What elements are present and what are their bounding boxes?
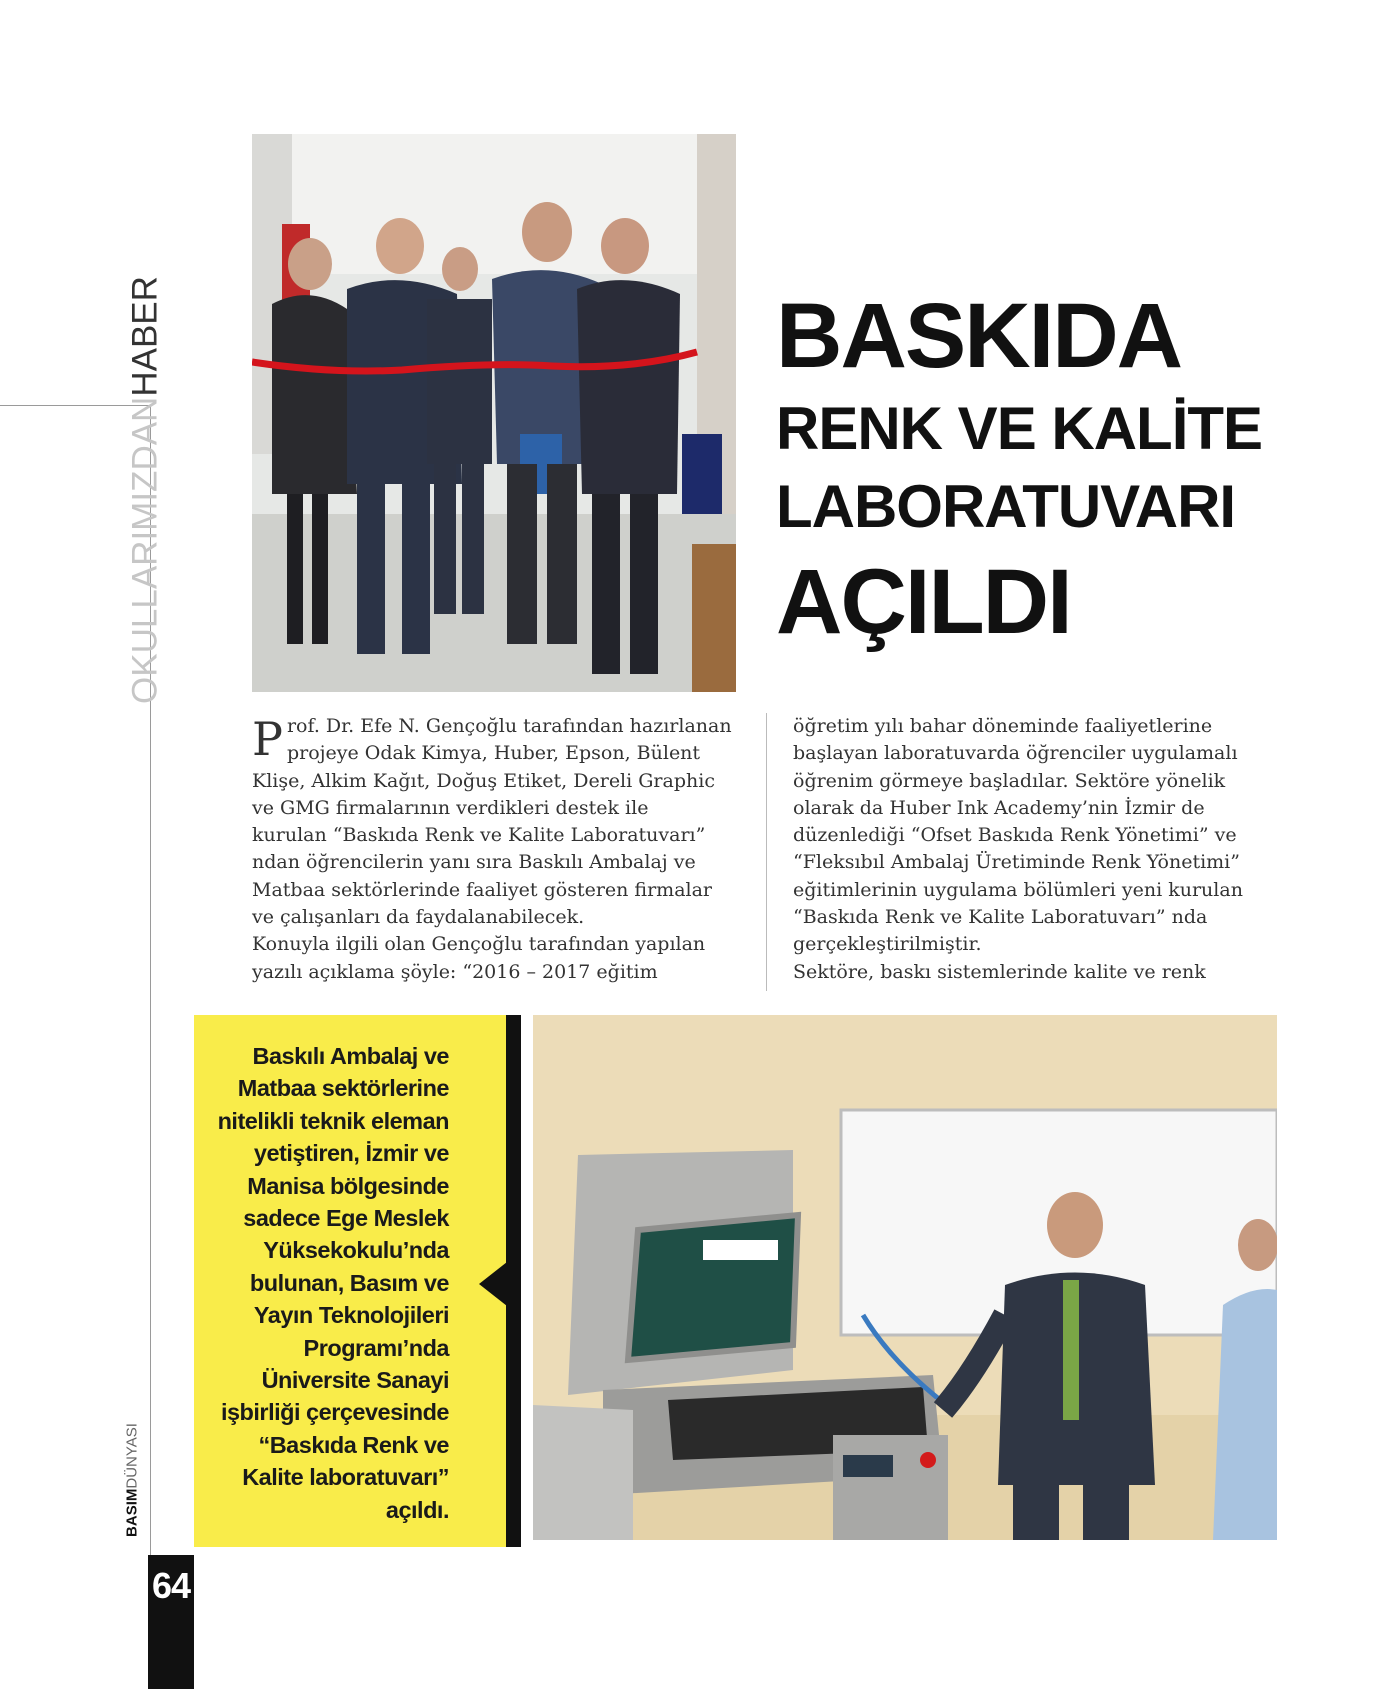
section-label-thin: OKULLARIMIZDAN xyxy=(125,396,165,704)
article-line: yazılı açıklama şöyle: “2016 – 2017 eğitim xyxy=(252,960,658,983)
article-line: Matbaa sektörlerinde faaliyet gösteren firmalar xyxy=(252,878,713,901)
pull-quote-line: sadece Ege Meslek xyxy=(243,1205,449,1232)
article-column-left xyxy=(252,713,742,986)
article-line: ve GMG firmalarının verdikleri destek ile xyxy=(252,796,649,819)
pull-quote-line: yetiştiren, İzmir ve xyxy=(253,1140,449,1167)
pull-quote-line: Matbaa sektörlerine xyxy=(237,1075,449,1102)
pull-quote-line: Manisa bölgesinde xyxy=(247,1172,449,1199)
article-line: Konuyla ilgili olan Gençoğlu tarafından yapılan xyxy=(252,933,706,956)
article-line: kurulan “Baskıda Renk ve Kalite Laboratuvarı” xyxy=(252,824,706,847)
article-line: gerçekleştirilmiştir. xyxy=(793,933,982,956)
magazine-name-light: DÜNYASI xyxy=(123,1423,141,1489)
magazine-name xyxy=(120,1400,144,1560)
pull-quote-line: Programı’nda xyxy=(303,1334,449,1361)
pull-quote-text xyxy=(194,1040,449,1526)
article-line: projeye Odak Kimya, Huber, Epson, Bülent xyxy=(286,742,701,765)
headline-line-4: AÇILDI xyxy=(776,551,1071,653)
article-line: öğrenim görmeye başladılar. Sektöre yönelik xyxy=(793,769,1226,792)
pull-quote-bar xyxy=(506,1015,521,1547)
article-line: düzenlediği “Ofset Baskıda Renk Yönetimi” ve xyxy=(793,824,1237,847)
section-label-bold: HABER xyxy=(125,276,165,397)
article-line: eğitimlerinin uygulama bölümleri yeni kurulan xyxy=(793,878,1243,901)
pull-quote-line: bulunan, Basım ve xyxy=(249,1269,449,1296)
pull-quote-line: nitelikli teknik eleman xyxy=(217,1107,449,1134)
laboratory-photo xyxy=(533,1015,1277,1540)
article-line: ve çalışanları da faydalanabilecek. xyxy=(252,906,585,929)
pull-quote-line: işbirliği çerçevesinde xyxy=(220,1399,449,1426)
article-line: “Fleksıbıl Ambalaj Üretiminde Renk Yönetimi” xyxy=(793,851,1240,874)
drop-cap: P xyxy=(252,712,283,766)
pull-quote-line: Kalite laboratuvarı” xyxy=(242,1464,449,1491)
article-line: Klişe, Alkim Kağıt, Doğuş Etiket, Dereli Graphic xyxy=(252,769,715,792)
pull-quote-line: açıldı. xyxy=(385,1496,449,1523)
page-number: 64 xyxy=(151,1565,191,1606)
ribbon-cutting-photo xyxy=(252,134,736,692)
pull-quote-line: Üniversite Sanayi xyxy=(261,1367,449,1394)
pull-quote-line: Yüksekokulu’nda xyxy=(263,1237,449,1264)
pull-quote-line: “Baskıda Renk ve xyxy=(258,1431,449,1458)
article-line: ndan öğrencilerin yanı sıra Baskılı Ambalaj ve xyxy=(252,851,696,874)
article-line: Sektöre, baskı sistemlerinde kalite ve renk xyxy=(793,960,1206,983)
headline-line-3: LABORATUVARI xyxy=(776,473,1236,540)
article-line: “Baskıda Renk ve Kalite Laboratuvarı” nda xyxy=(793,906,1208,929)
magazine-name-bold: BASIM xyxy=(123,1488,141,1537)
article-line: öğretim yılı bahar döneminde faaliyetlerine xyxy=(793,715,1213,737)
headline xyxy=(776,285,1296,653)
section-label xyxy=(110,276,180,704)
pull-quote-line: Yayın Teknolojileri xyxy=(253,1302,449,1329)
article-line: başlayan laboratuvarda öğrenciler uygulamalı xyxy=(793,742,1238,765)
column-divider xyxy=(766,713,767,991)
headline-line-1: BASKIDA xyxy=(776,285,1182,387)
headline-line-2: RENK VE KALİTE xyxy=(776,395,1263,462)
pull-quote-arrow-icon xyxy=(479,1262,507,1306)
article-line: olarak da Huber Ink Academy’nin İzmir de xyxy=(793,796,1205,819)
pull-quote-line: Baskılı Ambalaj ve xyxy=(252,1043,449,1069)
article-column-right xyxy=(793,713,1263,986)
article-line: rof. Dr. Efe N. Gençoğlu tarafından hazırlanan xyxy=(286,715,732,737)
